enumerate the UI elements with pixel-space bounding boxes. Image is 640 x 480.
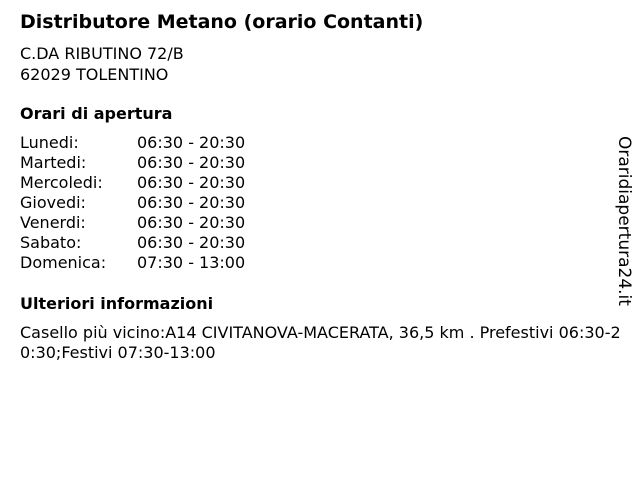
opening-hours-heading: Orari di apertura bbox=[20, 104, 173, 123]
hours-time-value: 06:30 - 20:30 bbox=[137, 213, 246, 232]
hours-day-label: Martedi: bbox=[20, 153, 87, 172]
hours-time-value: 06:30 - 20:30 bbox=[137, 173, 246, 192]
hours-day-label: Lunedi: bbox=[20, 133, 79, 152]
hours-time-value: 06:30 - 20:30 bbox=[137, 193, 246, 212]
more-info-text: Casello più vicino:A14 CIVITANOVA-MACERATA, 36,5 km . Prefestivi 06:30-20:30;Festivi 07:30-13:00 bbox=[20, 323, 621, 362]
hours-row-saturday bbox=[20, 233, 280, 253]
hours-time-value: 06:30 - 20:30 bbox=[137, 233, 246, 252]
hours-time-value: 06:30 - 20:30 bbox=[137, 153, 246, 172]
hours-row-monday bbox=[20, 133, 280, 153]
address-block bbox=[20, 43, 184, 85]
opening-hours-list bbox=[20, 133, 280, 273]
hours-day-label: Domenica: bbox=[20, 253, 107, 272]
hours-day-label: Giovedi: bbox=[20, 193, 86, 212]
hours-row-thursday bbox=[20, 193, 280, 213]
more-info-heading: Ulteriori informazioni bbox=[20, 294, 214, 313]
page-title: Distributore Metano (orario Contanti) bbox=[20, 11, 424, 33]
hours-day-label: Sabato: bbox=[20, 233, 82, 252]
site-watermark: Oraridiapertura24.it bbox=[614, 136, 634, 306]
hours-time-value: 07:30 - 13:00 bbox=[137, 253, 246, 272]
hours-time-value: 06:30 - 20:30 bbox=[137, 133, 246, 152]
address-street: C.DA RIBUTINO 72/B bbox=[20, 44, 184, 63]
hours-row-wednesday bbox=[20, 173, 280, 193]
hours-day-label: Venerdi: bbox=[20, 213, 86, 232]
hours-day-label: Mercoledi: bbox=[20, 173, 103, 192]
hours-row-sunday bbox=[20, 253, 280, 273]
hours-row-friday bbox=[20, 213, 280, 233]
address-city: 62029 TOLENTINO bbox=[20, 65, 169, 84]
hours-row-tuesday bbox=[20, 153, 280, 173]
